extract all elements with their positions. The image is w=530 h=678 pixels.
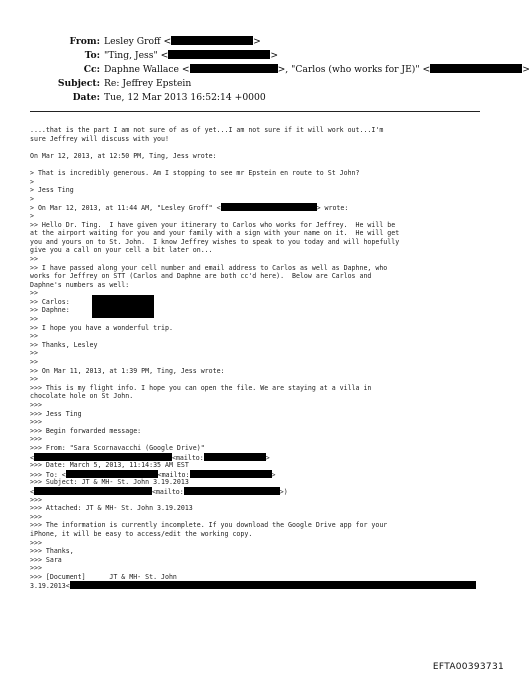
from-label: From:: [69, 36, 100, 47]
body-line-text: >> Carlos:: [30, 297, 74, 306]
body-line: [30, 341, 490, 350]
body-line: [30, 410, 490, 419]
body-line-text: >>>: [30, 564, 42, 573]
body-line: [30, 573, 490, 582]
body-line-text: On Mar 12, 2013, at 12:50 PM, Ting, Jess wrote:: [30, 151, 217, 160]
document-id: EFTA00393731: [432, 662, 504, 672]
body-line-text: >>> Sara: [30, 555, 62, 564]
body-line: [30, 367, 490, 376]
to-value: "Ting, Jess" <: [104, 50, 169, 61]
body-line: [30, 143, 490, 152]
body-line-text: >>>: [30, 538, 42, 547]
body-line: [30, 539, 490, 548]
cc-mid: >, "Carlos (who works for JE)" <: [277, 64, 431, 75]
body-line-text: >>: [30, 332, 38, 341]
body-line: [30, 444, 490, 453]
body-line-text: > On Mar 12, 2013, at 11:44 AM, "Lesley Groff" <: [30, 204, 221, 213]
body-line: [30, 564, 490, 573]
body-line: [30, 203, 490, 212]
body-line-text: Daphne's numbers as well:: [30, 280, 130, 289]
redaction-block: [430, 64, 522, 73]
body-line-text: >>>: [30, 401, 42, 409]
body-line-text: >>>: [30, 435, 42, 444]
body-line: [30, 178, 490, 187]
body-line: [30, 401, 490, 410]
body-line-text: >>> This is my flight info. I hope you can open the file. We are staying at a villa in: [30, 383, 372, 392]
redaction-block: [184, 487, 280, 495]
body-line: [30, 496, 490, 505]
body-line: [30, 478, 490, 487]
body-line-after: <mailto:: [157, 470, 190, 479]
redaction-block: [190, 470, 272, 478]
body-line-text: chocolate hole on St John.: [30, 392, 134, 401]
body-line: [30, 418, 490, 427]
body-line-text: sure Jeffrey will discuss with you!: [30, 134, 169, 143]
body-line-text: >>: [30, 289, 38, 298]
body-line-text: iPhone, it will be easy to access/edit the working copy.: [30, 529, 253, 538]
body-line: [30, 281, 490, 290]
to-label: To:: [84, 50, 100, 61]
date-value: Tue, 12 Mar 2013 16:52:14 +0000: [104, 92, 266, 103]
subject-label: Subject:: [57, 78, 100, 89]
body-line: [30, 513, 490, 522]
body-line-after: >: [265, 453, 270, 462]
body-line-text: works for Jeffrey on STT (Carlos and Daphne are both cc'd here). Below are Carlos and: [30, 272, 372, 281]
body-line-text: >>> Subject: JT & MH- St. John 3.19.2013: [30, 478, 189, 487]
body-line-text: >> Daphne:: [30, 306, 70, 315]
body-line-text: >> On Mar 11, 2013, at 1:39 PM, Ting, Jess wrote:: [30, 366, 225, 375]
body-line: [30, 384, 490, 393]
body-line: [30, 195, 490, 204]
redaction-block: [221, 203, 317, 211]
body-line-after: >): [279, 487, 288, 496]
body-line: [30, 358, 490, 367]
body-line: [30, 298, 490, 307]
body-line: [30, 315, 490, 324]
body-line-text: >>>: [30, 512, 42, 521]
body-line-text: > Jess Ting: [30, 186, 74, 195]
from-value: Lesley Groff <: [104, 36, 172, 47]
body-line: [30, 530, 490, 539]
cc-label: Cc:: [83, 64, 100, 75]
redaction-block: [34, 487, 152, 495]
body-line: [30, 349, 490, 358]
redaction-block: [171, 36, 253, 45]
body-line-text: >>> Jess Ting: [30, 409, 82, 418]
body-line-after: > wrote:: [316, 204, 349, 213]
body-line-text: >>> The information is currently incomplete. If you download the Google Drive app for your: [30, 521, 388, 530]
body-line: [30, 135, 490, 144]
body-line: [30, 487, 490, 496]
body-line-text: >>> [Document] JT & MH- St. John: [30, 572, 177, 581]
body-line-text: ....that is the part I am not sure of as of yet...I am not sure if it will work out...I'm: [30, 126, 384, 134]
body-line-text: >>>: [30, 495, 42, 504]
date-label: Date:: [72, 92, 100, 103]
body-line: [30, 264, 490, 273]
body-line: [30, 152, 490, 161]
body-line-text: 3.19.2013<: [30, 582, 70, 591]
body-line: [30, 169, 490, 178]
body-line-text: >>: [30, 375, 38, 384]
body-line-text: >>: [30, 315, 38, 324]
body-line: [30, 435, 490, 444]
redaction-block: [190, 64, 278, 73]
body-line: [30, 427, 490, 436]
redaction-block: [34, 453, 172, 461]
body-line: [30, 229, 490, 238]
body-line-text: >>> Attached: JT & MH- St. John 3.19.2013: [30, 504, 193, 513]
body-line-after: <mailto:: [151, 487, 184, 496]
body-line-text: >> Thanks, Lesley: [30, 340, 98, 349]
body-line-text: >> I have passed along your cell number and email address to Carlos as well as Daphne, who: [30, 263, 388, 272]
body-line-text: >> Hello Dr. Ting. I have given your itinerary to Carlos who works for Jeffrey. He will be: [30, 220, 396, 229]
body-line-text: > That is incredibly generous. Am I stopping to see mr Epstein en route to St John?: [30, 168, 360, 177]
body-line-text: >> I hope you have a wonderful trip.: [30, 323, 173, 332]
header-divider: [30, 111, 480, 112]
body-line: [30, 392, 490, 401]
body-line: [30, 547, 490, 556]
body-line-text: >>> To: <: [30, 470, 66, 479]
subject-value: Re: Jeffrey Epstein: [104, 78, 192, 89]
body-line: [30, 246, 490, 255]
body-line-text: >>: [30, 358, 38, 367]
body-line-text: <: [30, 453, 34, 462]
body-line: [30, 581, 490, 590]
body-line: [30, 306, 490, 315]
body-line: [30, 255, 490, 264]
body-line-text: give you a call on your cell a bit later on...: [30, 246, 213, 255]
body-line-text: >>: [30, 349, 38, 358]
body-line-text: >>> From: "Sara Scornavacchi (Google Drive)": [30, 443, 205, 452]
body-line: [30, 160, 490, 169]
body-line: [30, 126, 490, 135]
body-line: [30, 461, 490, 470]
body-line-after: <mailto:: [171, 453, 204, 462]
body-line: [30, 453, 490, 462]
body-line: [30, 238, 490, 247]
body-line: [30, 221, 490, 230]
body-line-text: you and yours on to St. John. I know Jeffrey wishes to speak to you today and will hopefully: [30, 237, 400, 246]
body-line-text: >>: [30, 254, 38, 263]
email-body: [30, 126, 490, 590]
body-line: [30, 212, 490, 221]
redaction-block: [66, 470, 158, 478]
cc-tail: >: [522, 64, 530, 75]
cc-value: Daphne Wallace <: [104, 64, 190, 75]
body-line: [30, 556, 490, 565]
body-line: [30, 521, 490, 530]
body-line-text: <: [30, 487, 34, 496]
body-line-text: at the airport waiting for you and your family with a sign with your name on it. He will get: [30, 229, 400, 238]
body-line: [30, 324, 490, 333]
body-line: [30, 375, 490, 384]
redaction-block: [204, 453, 266, 461]
to-tail: >: [270, 50, 279, 61]
from-tail: >: [253, 36, 261, 47]
body-line: [30, 504, 490, 513]
body-line-after: >: [271, 470, 276, 479]
body-line-text: >>>: [30, 418, 42, 427]
body-line: [30, 332, 490, 341]
body-line-text: >: [30, 211, 34, 220]
body-line: [30, 272, 490, 281]
body-line: [30, 186, 490, 195]
body-line: [30, 470, 490, 479]
body-line-text: >>> Date: March 5, 2013, 11:14:35 AM EST: [30, 461, 189, 470]
body-line-text: >: [30, 177, 34, 186]
body-line-text: >>> Begin forwarded message:: [30, 426, 142, 435]
body-line-text: >: [30, 194, 34, 203]
redaction-block: [168, 50, 270, 59]
body-line-text: >>> Thanks,: [30, 547, 74, 556]
redaction-block: [70, 581, 476, 589]
